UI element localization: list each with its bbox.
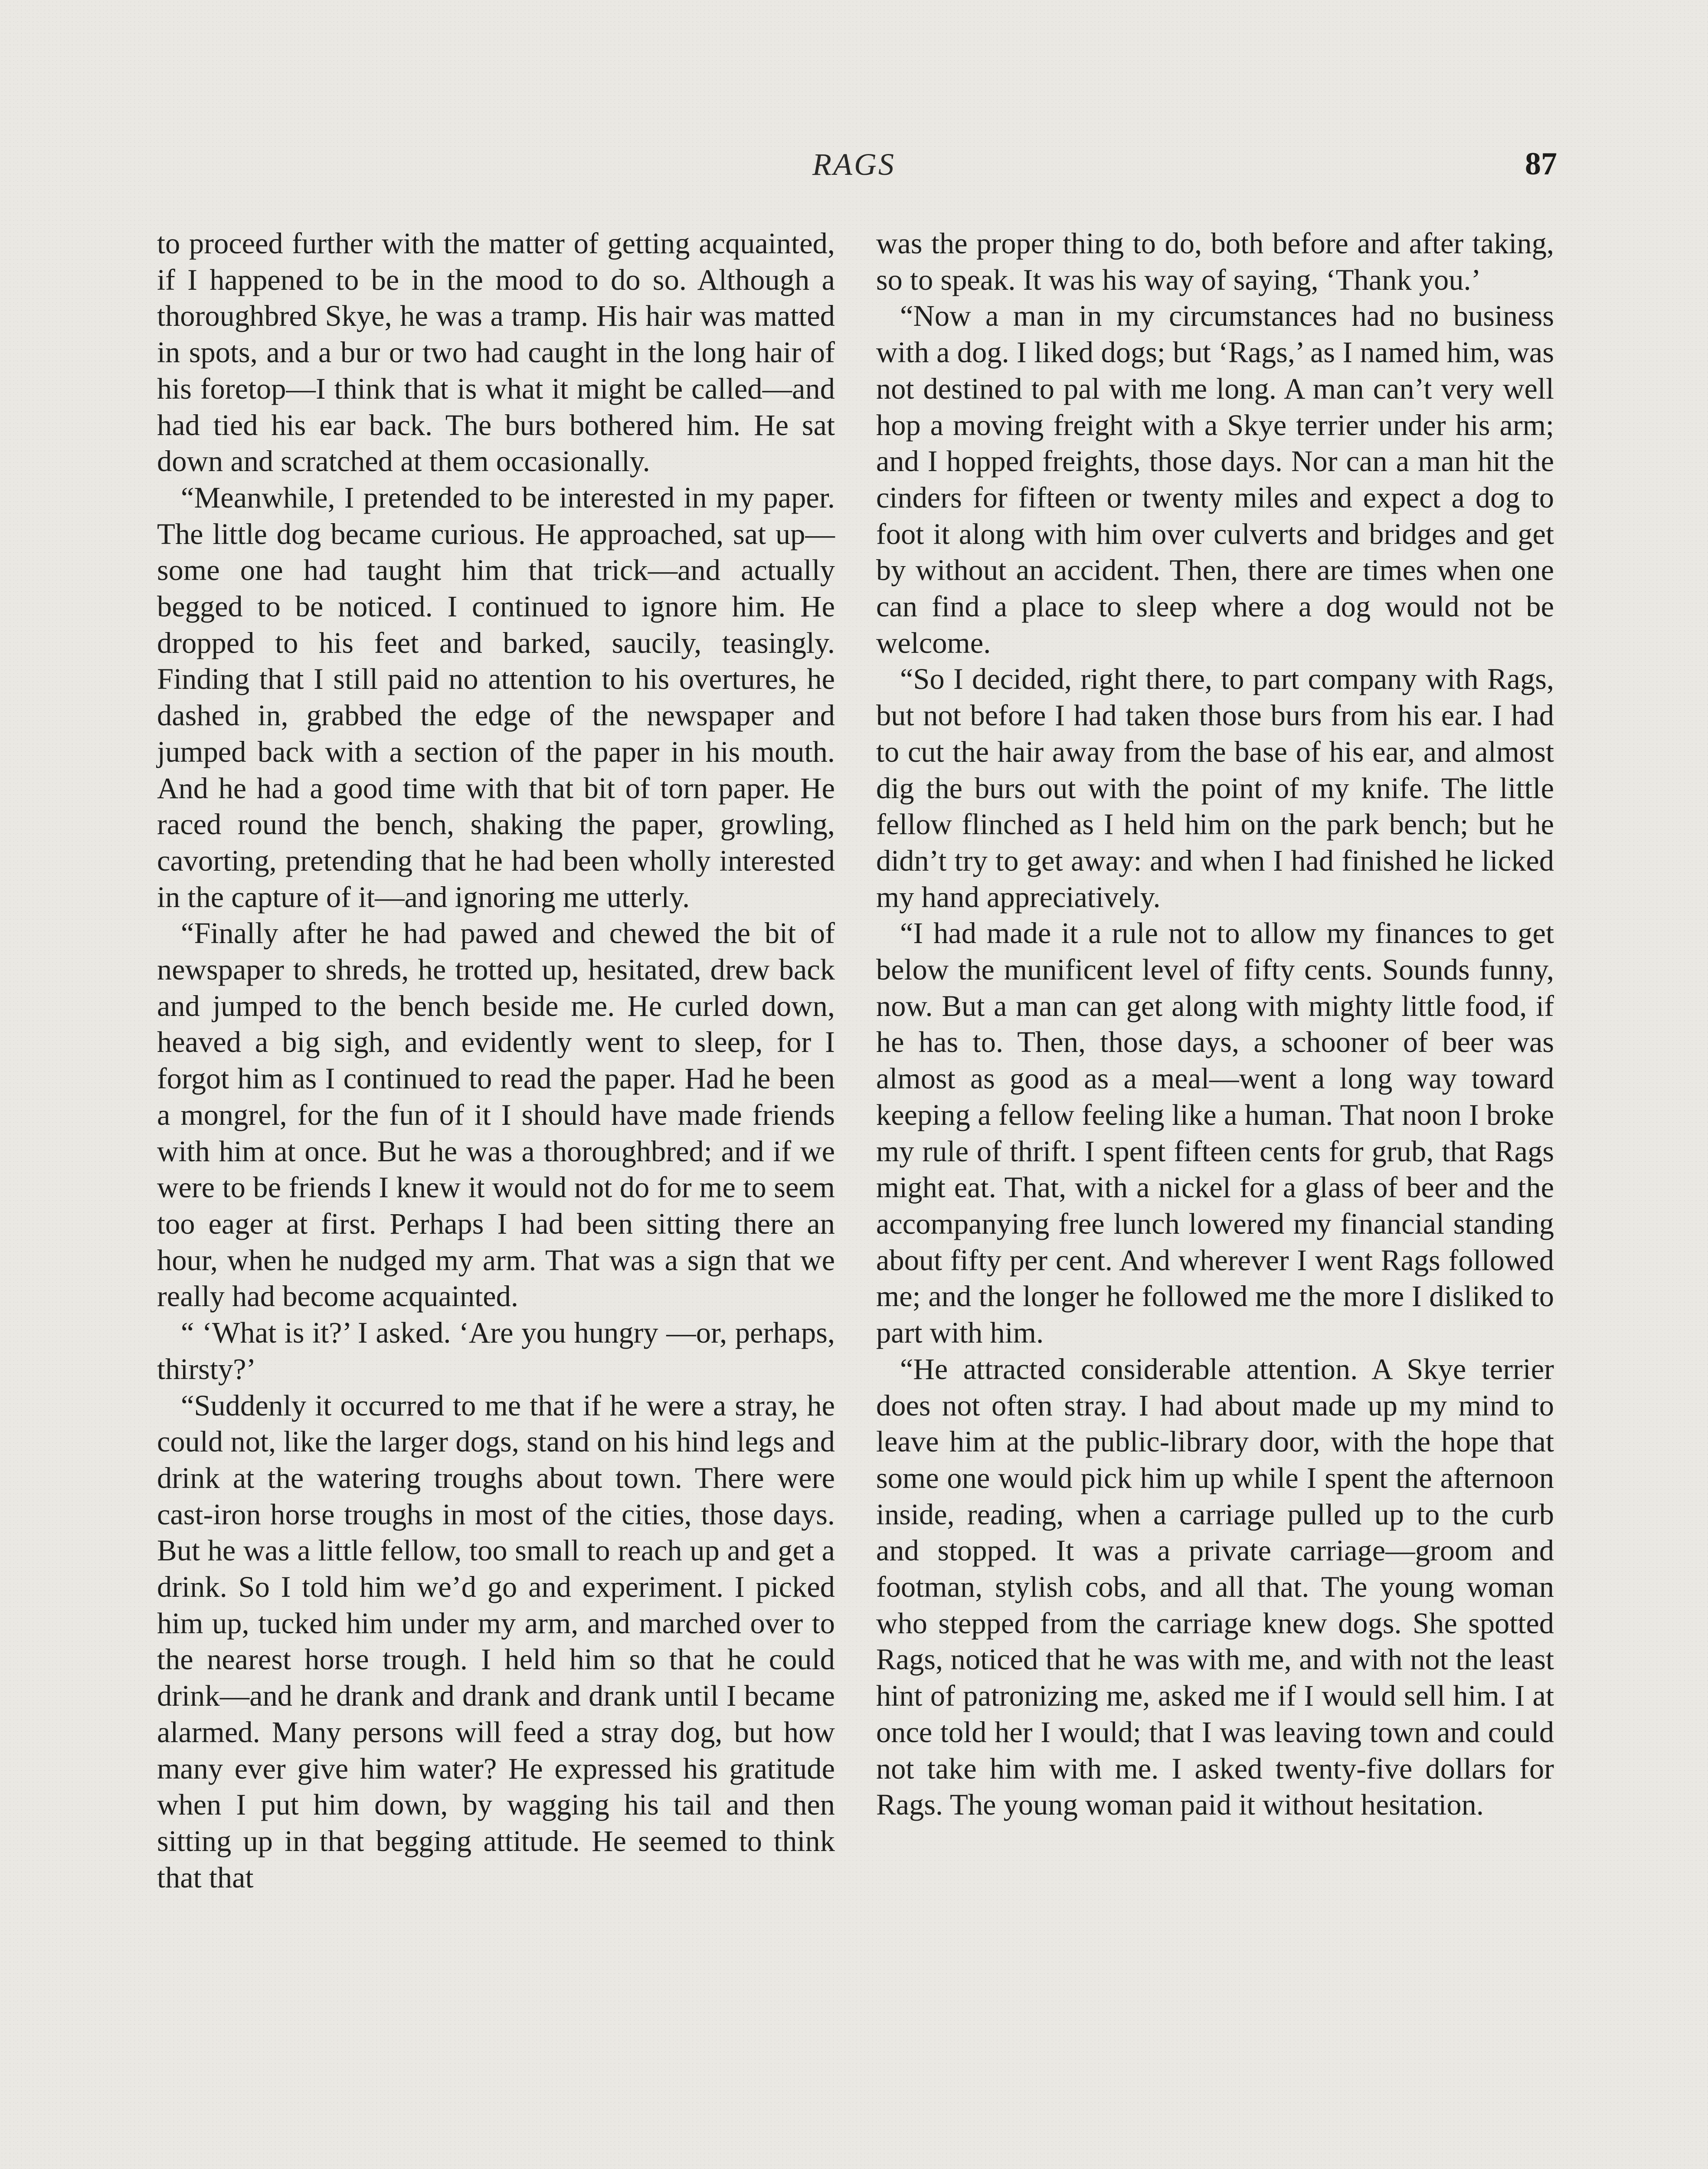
running-title: RAGS [812,147,896,182]
right-text-column [876,226,1554,1823]
paragraph: “He attracted considerable attention. A Skye terrier does not often stray. I had about made up my mind to leave him at the public-library door, with the hope that some one would pick him up while I spent the afternoon inside, reading, when a carriage pulled up to the curb and stopped. It was a private carriage—groom and footman, stylish cobs, and all that. The young woman who stepped from the carriage knew dogs. She spotted Rags, noticed that he was with me, and with not the least hint of patronizing me, asked me if I would sell him. I at once told her I would; that I was leaving town and could not take him with me. I asked twenty-five dollars for Rags. The young woman paid it without hesitation. [876,1352,1554,1822]
page-number: 87 [1525,146,1557,182]
paragraph: “Now a man in my circumstances had no business with a dog. I liked dogs; but ‘Rags,’ as I named him, was not destined to pal with me long. A man can’t very well hop a moving freight with a Skye terrier under his arm; and I hopped freights, those days. Nor can a man hit the cinders for fifteen or twenty miles and expect a dog to foot it along with him over culverts and bridges and get by without an accident. Then, there are times when one can find a place to sleep where a dog would not be welcome. [876,299,1554,659]
paragraph: “Suddenly it occurred to me that if he were a stray, he could not, like the larger dogs, stand on his hind legs and drink at the watering troughs about town. There were cast-iron horse troughs in most of the cities, those days. But he was a little fellow, too small to reach up and get a drink. So I told him we’d go and experiment. I picked him up, tucked him under my arm, and marched over to the nearest horse trough. I held him so that he could drink—and he drank and drank and drank until I became alarmed. Many persons will feed a stray dog, but how many ever give him water? He expressed his gratitude when I put him down, by wagging his tail and then sitting up in that begging attitude. He seemed to think that that [157,1389,835,1894]
paragraph: “Finally after he had pawed and chewed the bit of newspaper to shreds, he trotted up, hesitated, drew back and jumped to the bench beside me. He curled down, heaved a big sigh, and evidently went to sleep, for I forgot him as I continued to read the paper. Had he been a mongrel, for the fun of it I should have made friends with him at once. But he was a thoroughbred; and if we were to be friends I knew it would not do for me to seem too eager at first. Perhaps I had been sitting there an hour, when he nudged my arm. That was a sign that we really had become acquainted. [157,917,835,1313]
paragraph: was the proper thing to do, both before and after taking, so to speak. It was his way of saying, ‘Thank you.’ [876,227,1554,296]
paragraph: to proceed further with the matter of getting acquainted, if I happened to be in the mood to do so. Although a thoroughbred Skye, he was a tramp. His hair was matted in spots, and a bur or two had caught in the long hair of his foretop—I think that is what it might be called—and had tied his ear back. The burs bothered him. He sat down and scratched at them occasionally. [157,227,835,478]
paragraph: “ ‘What is it?’ I asked. ‘Are you hungry —or, perhaps, thirsty?’ [157,1316,835,1386]
paragraph: “I had made it a rule not to allow my finances to get below the munificent level of fifty cents. Sounds funny, now. But a man can get along with mighty little food, if he has to. Then, those days, a schooner of beer was almost as good as a meal—went a long way toward keeping a fellow feeling like a human. That noon I broke my rule of thrift. I spent fifteen cents for grub, that Rags might eat. That, with a nickel for a glass of beer and the accompanying free lunch lowered my financial standing about fifty per cent. And wherever I went Rags followed me; and the longer he followed me the more I disliked to part with him. [876,917,1554,1350]
paragraph: “Meanwhile, I pretended to be interested in my paper. The little dog became curious. He approached, sat up—some one had taught him that trick—and actually begged to be noticed. I continued to ignore him. He dropped to his feet and barked, saucily, teasingly. Finding that I still paid no attention to his overtures, he dashed in, grabbed the edge of the newspaper and jumped back with a section of the paper in his mouth. And he had a good time with that bit of torn paper. He raced round the bench, shaking the paper, growling, cavorting, pretending that he had been wholly interested in the capture of it—and ignoring me utterly. [157,481,835,914]
left-text-column [157,226,835,1896]
paragraph: “So I decided, right there, to part company with Rags, but not before I had taken those burs from his ear. I had to cut the hair away from the base of his ear, and almost dig the burs out with the point of my knife. The little fellow flinched as I held him on the park bench; but he didn’t try to get away: and when I had finished he licked my hand appreciatively. [876,662,1554,914]
